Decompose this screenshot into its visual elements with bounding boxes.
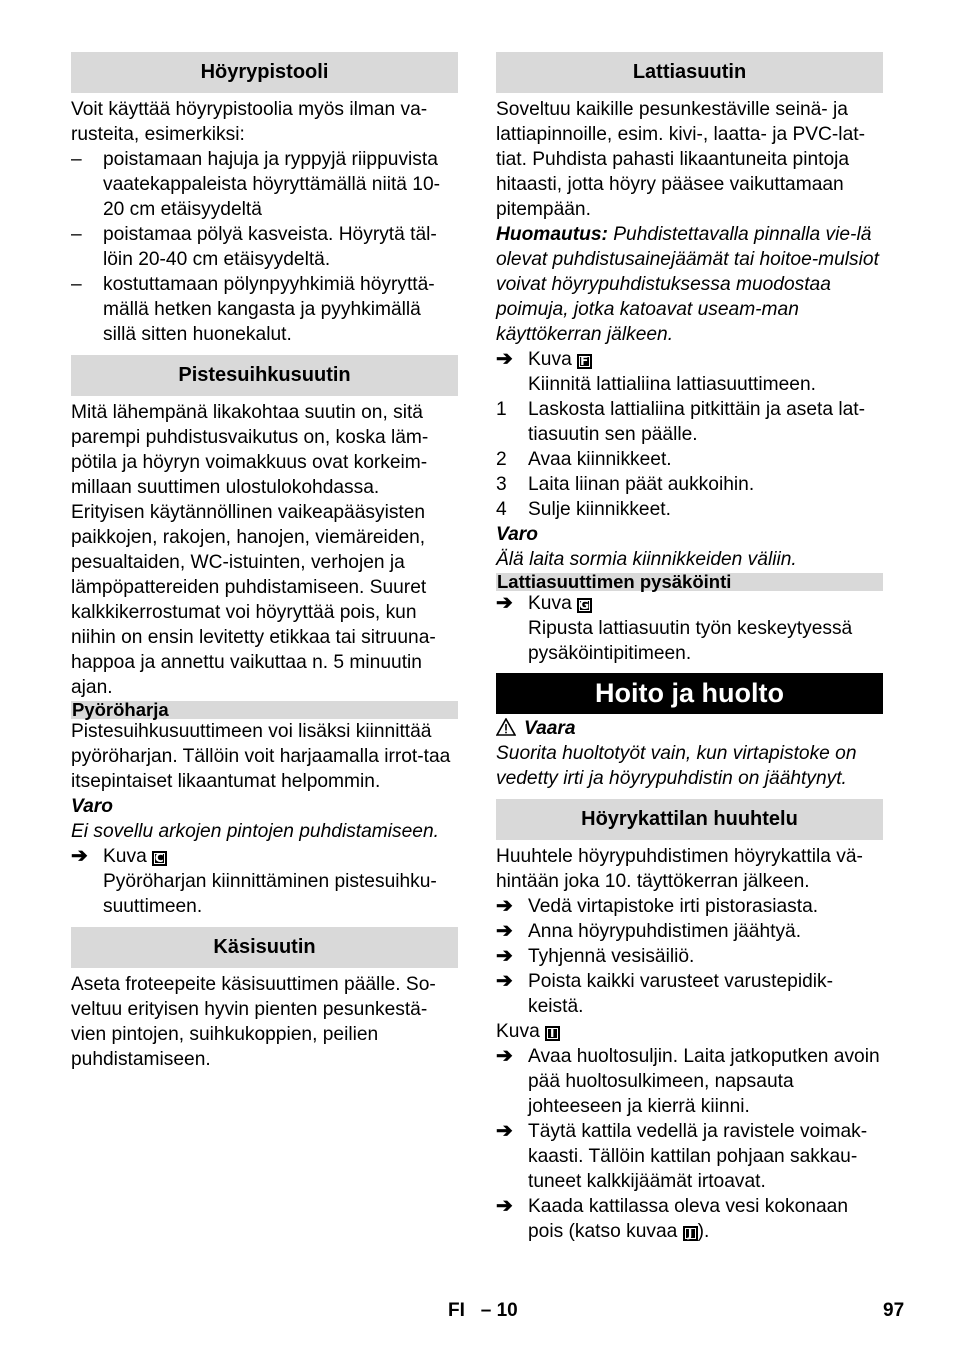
figure-text: Pyöröharjan kiinnittäminen pistesuihku-suuttimeen. bbox=[103, 871, 437, 917]
note-label: Huomautus: bbox=[496, 224, 608, 245]
section-heading-pistesuihkusuutin: Pistesuihkusuutin bbox=[71, 355, 458, 396]
list-item bbox=[71, 222, 458, 272]
footer-language: FI bbox=[448, 1300, 465, 1321]
figure-label: Kuva bbox=[528, 349, 572, 370]
figure-reference-inline bbox=[496, 1019, 883, 1044]
paragraph: Mitä lähempänä likakohtaa suutin on, sitä parempi puhdistusvaikutus on, koska läm-pötila ja höyryn voimakkuus ovat korkeim-millaan suuttimen ulostulokohdassa. Erityisen käytännöllinen vaikeapääsyisten paikkojen, rakojen, hanojen, viemäreiden, pesualtaiden, WC-istuinten, verhojen ja lämpöpattereiden puhdistamiseen. Suuret kalkkikerrostumat voi höyryttää pois, kun niihin on ensin levitetty etikkaa tai sitruuna-happoa ja annettu vaikuttaa n. 5 minuutin ajan. bbox=[71, 402, 436, 698]
paragraph: Pistesuihkusuuttimeen voi lisäksi kiinnittää pyöröharjan. Tällöin voit harjaamalla irrot-taa itsepintaiset likaantumat helpommin. bbox=[71, 721, 451, 792]
step-number: 4 bbox=[496, 499, 507, 520]
bullet-item bbox=[496, 1044, 883, 1119]
step-text: Sulje kiinnikkeet. bbox=[528, 499, 671, 520]
paragraph: Voit käyttää höyrypistoolia myös ilman va-rusteita, esimerkiksi: bbox=[71, 99, 428, 145]
danger-text: Suorita huoltotyöt vain, kun virtapistoke on vedetty irti ja höyrypuhdistin on jäähtynyt. bbox=[496, 743, 857, 789]
note-text: Puhdistettavalla pinnalla vie-lä olevat puhdistusainejäämät tai hoitoe-mulsiot voivat höyrypuhdistuksessa muodostaa poimuja, jotka katoavat useam-man käyttökerran jälkeen. bbox=[496, 224, 879, 345]
bullet-text: Avaa huoltosuljin. Laita jatkoputken avoin pää huoltosulkimeen, napsauta johteeseen ja kierrä kiinni. bbox=[528, 1046, 880, 1117]
step-number: 3 bbox=[496, 474, 507, 495]
arrow-icon: ➔ bbox=[496, 1195, 513, 1217]
section-heading-hoyrypistooli: Höyrypistooli bbox=[71, 52, 458, 93]
subsection-heading-pyoroharja: Pyöröharja bbox=[71, 701, 458, 719]
bullet-text: Poista kaikki varusteet varustepidik-keistä. bbox=[528, 971, 833, 1017]
bullet-item bbox=[496, 969, 883, 1019]
paragraph: Huuhtele höyrypuhdistimen höyrykattila vä-hintään joka 10. täyttökerran jälkeen. bbox=[496, 846, 863, 892]
bullet-item bbox=[496, 1194, 883, 1244]
numbered-step bbox=[496, 472, 883, 497]
bullet-item bbox=[496, 919, 883, 944]
section-heading-kasisuutin: Käsisuutin bbox=[71, 927, 458, 968]
bullet-text: Tyhjennä vesisäiliö. bbox=[528, 946, 695, 967]
arrow-icon: ➔ bbox=[496, 895, 513, 917]
bullet-text: Anna höyrypuhdistimen jäähtyä. bbox=[528, 921, 802, 942]
arrow-icon: ➔ bbox=[496, 1120, 513, 1142]
figure-label: Kuva bbox=[496, 1021, 540, 1042]
footer-page-label bbox=[448, 1298, 518, 1323]
figure-reference bbox=[496, 591, 883, 666]
paragraph: Aseta froteepeite käsisuuttimen päälle. So-veltuu erityisen hyvin pienten pesunkestä-vien pintojen, suihkukoppien, peilien puhdistamiseen. bbox=[71, 974, 436, 1070]
chapter-heading-hoito-ja-huolto: Hoito ja huolto bbox=[496, 673, 883, 714]
figure-i-icon: I bbox=[545, 1026, 560, 1041]
caution-text: Älä laita sormia kiinnikkeiden väliin. bbox=[496, 549, 797, 570]
step-text: Laskosta lattialiina pitkittäin ja aseta lat-tiasuutin sen päälle. bbox=[528, 399, 866, 445]
danger-label: Vaara bbox=[524, 718, 576, 739]
warning-triangle-icon bbox=[496, 718, 516, 736]
subsection-heading-pysakointi: Lattiasuuttimen pysäköinti bbox=[496, 573, 883, 591]
danger-label-row bbox=[496, 716, 883, 741]
step-number: 1 bbox=[496, 399, 507, 420]
dash-marker: – bbox=[71, 149, 82, 170]
arrow-icon: ➔ bbox=[496, 348, 513, 370]
list-item bbox=[71, 272, 458, 347]
footer-page-number: 97 bbox=[883, 1300, 905, 1321]
figure-text: Ripusta lattiasuutin työn keskeytyessä pysäköintipitimeen. bbox=[528, 618, 853, 664]
numbered-step bbox=[496, 397, 883, 447]
caution-text: Ei sovellu arkojen pintojen puhdistamiseen. bbox=[71, 821, 439, 842]
figure-label: Kuva bbox=[528, 593, 572, 614]
section-heading-lattiasuutin: Lattiasuutin bbox=[496, 52, 883, 93]
arrow-icon: ➔ bbox=[496, 1045, 513, 1067]
figure-reference bbox=[71, 844, 458, 919]
footer-local-page: – 10 bbox=[480, 1300, 518, 1321]
arrow-icon: ➔ bbox=[496, 945, 513, 967]
bullet-item bbox=[496, 894, 883, 919]
bullet-text-end: ). bbox=[697, 1221, 710, 1242]
list-item bbox=[71, 147, 458, 222]
figure-label: Kuva bbox=[103, 846, 147, 867]
bullet-item bbox=[496, 1119, 883, 1194]
paragraph: Soveltuu kaikille pesunkestäville seinä- ja lattiapinnoille, esim. kivi-, laatta- ja PVC-lat-tiat. Puhdista pahasti likaantuneita pintoja hitaasti, jotta höyry pääsee vaikuttamaan pitempään. bbox=[496, 99, 865, 220]
bullet-text: Kaada kattilassa oleva vesi kokonaan pois (katso kuvaa bbox=[528, 1196, 848, 1242]
figure-c-icon: C bbox=[152, 851, 167, 866]
caution-label: Varo bbox=[496, 524, 538, 545]
figure-j-icon: J bbox=[683, 1226, 698, 1241]
step-text: Laita liinan päät aukkoihin. bbox=[528, 474, 755, 495]
figure-f-icon: F bbox=[577, 354, 592, 369]
figure-text: Kiinnitä lattialiina lattiasuuttimeen. bbox=[528, 374, 816, 395]
numbered-step bbox=[496, 447, 883, 472]
step-number: 2 bbox=[496, 449, 507, 470]
numbered-step bbox=[496, 497, 883, 522]
section-heading-huuhtelu: Höyrykattilan huuhtelu bbox=[496, 799, 883, 840]
bullet-text: Vedä virtapistoke irti pistorasiasta. bbox=[528, 896, 819, 917]
note-paragraph bbox=[496, 222, 883, 347]
right-column bbox=[496, 52, 883, 1244]
bullet-text: Täytä kattila vedellä ja ravistele voimak-kaasti. Tällöin kattilan pohjaan sakkau-tuneet kalkkijäämät irtoavat. bbox=[528, 1121, 868, 1192]
list-item-text: poistamaa pölyä kasveista. Höyrytä täl-löin 20-40 cm etäisyydeltä. bbox=[103, 224, 437, 270]
step-text: Avaa kiinnikkeet. bbox=[528, 449, 672, 470]
figure-reference bbox=[496, 347, 883, 397]
arrow-icon: ➔ bbox=[71, 845, 88, 867]
dash-marker: – bbox=[71, 224, 82, 245]
list-item-text: kostuttamaan pölynpyyhkimiä höyryttä-mällä hetken kangasta ja pyyhkimällä sillä sitten huonekalut. bbox=[103, 274, 435, 345]
bullet-item bbox=[496, 944, 883, 969]
arrow-icon: ➔ bbox=[496, 920, 513, 942]
dash-marker: – bbox=[71, 274, 82, 295]
list-item-text: poistamaan hajuja ja ryppyjä riippuvista vaatekappaleista höyryttämällä niitä 10-20 cm etäisyydeltä bbox=[103, 149, 441, 220]
figure-g-icon: G bbox=[577, 598, 592, 613]
caution-label: Varo bbox=[71, 796, 113, 817]
arrow-icon: ➔ bbox=[496, 592, 513, 614]
arrow-icon: ➔ bbox=[496, 970, 513, 992]
left-column bbox=[71, 52, 458, 1072]
